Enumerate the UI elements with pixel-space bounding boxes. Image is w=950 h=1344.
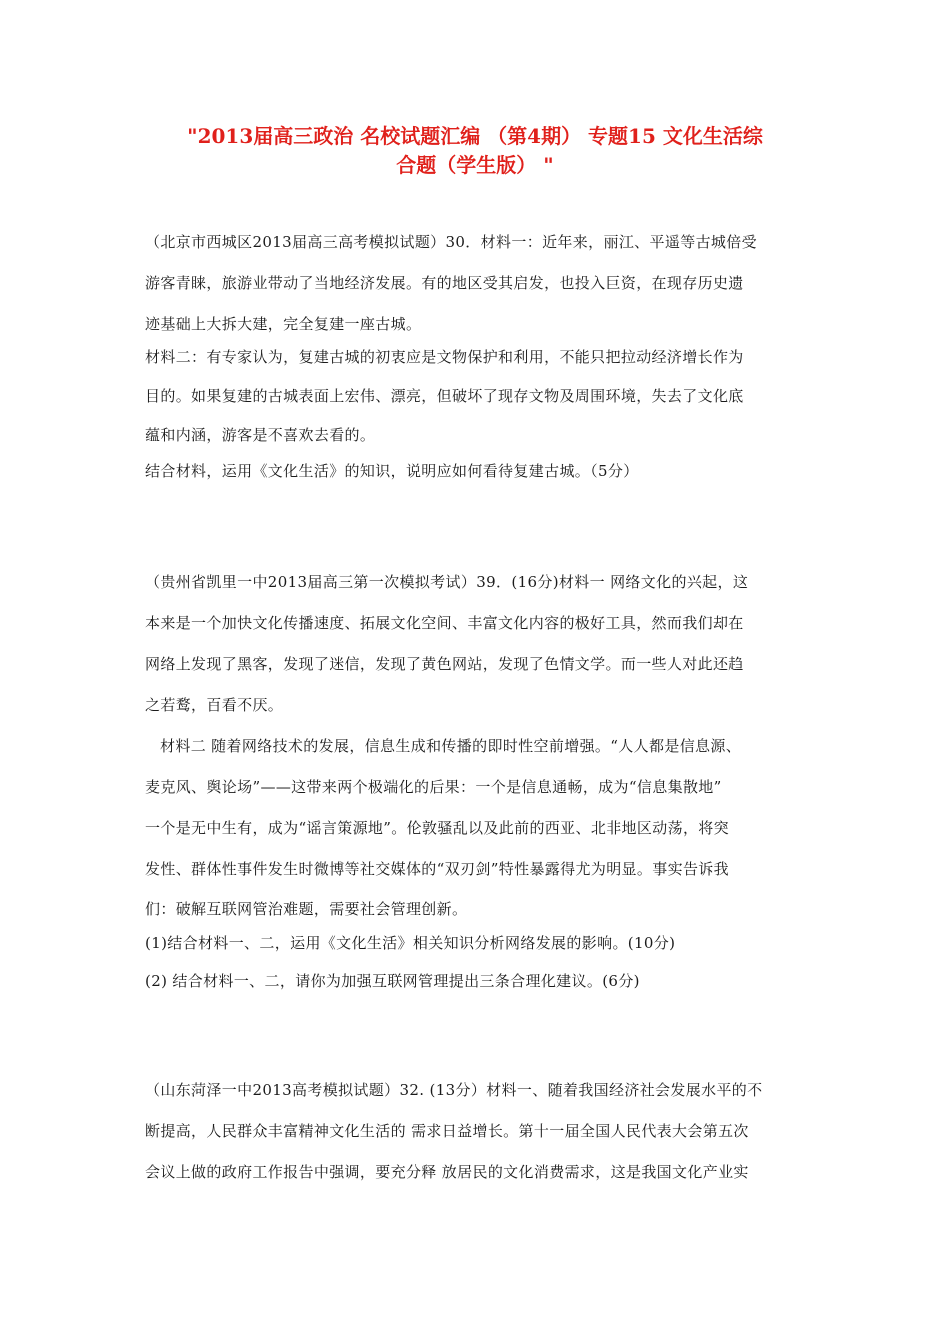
question-1-prompt — [145, 456, 815, 486]
text-line: （贵州省凯里一中2013届高三第一次模拟考试）39．(16分)材料一 网络文化的兴起，这 — [145, 573, 749, 591]
text-line: 材料二：有专家认为，复建古城的初衷应是文物保护和利用，不能只把拉动经济增长作为 — [145, 348, 744, 366]
question-2-prompt-2 — [145, 966, 815, 996]
text-line: 发性、群体性事件发生时微博等社交媒体的“双刃剑”特性暴露得尤为明显。事实告诉我 — [145, 860, 729, 878]
text-line: 蕴和内涵，游客是不喜欢去看的。 — [145, 426, 376, 444]
text-line: 麦克风、舆论场”——这带来两个极端化的后果：一个是信息通畅，成为“信息集散地” — [145, 778, 722, 796]
text-line: 会议上做的政府工作报告中强调，要充分释 放居民的文化消费需求，这是我国文化产业实 — [145, 1163, 749, 1181]
text-line: 之若鹜，百看不厌。 — [145, 696, 284, 714]
question-2-material-2 — [145, 726, 815, 928]
document-title — [120, 122, 830, 180]
text-line: （北京市西城区2013届高三高考模拟试题）30．材料一：近年来，丽江、平遥等古城倍受 — [145, 233, 757, 251]
question-3-material-1 — [145, 1070, 815, 1193]
question-2-material-1 — [145, 562, 815, 726]
text-line: 网络上发现了黑客，发现了迷信，发现了黄色网站，发现了色情文学。而一些人对此还趋 — [145, 655, 744, 673]
text-line: （山东菏泽一中2013高考模拟试题）32. (13分）材料一、随着我国经济社会发展水平的不 — [145, 1081, 763, 1099]
text-line: (1)结合材料一、二，运用《文化生活》相关知识分析网络发展的影响。(10分) — [145, 934, 676, 952]
text-line: 结合材料，运用《文化生活》的知识，说明应如何看待复建古城。（5分） — [145, 462, 639, 480]
text-line: 游客青睐，旅游业带动了当地经济发展。有的地区受其启发，也投入巨资，在现存历史遗 — [145, 274, 744, 292]
text-line: 们：破解互联网管治难题，需要社会管理创新。 — [145, 900, 468, 918]
text-line: 本来是一个加快文化传播速度、拓展文化空间、丰富文化内容的极好工具，然而我们却在 — [145, 614, 744, 632]
question-1-material-1 — [145, 222, 815, 345]
text-line: (2) 结合材料一、二，请你为加强互联网管理提出三条合理化建议。(6分) — [145, 972, 640, 990]
question-2-prompt-1 — [145, 928, 815, 958]
text-line: 迹基础上大拆大建，完全复建一座古城。 — [145, 315, 422, 333]
text-line: 材料二 随着网络技术的发展，信息生成和传播的即时性空前增强。“人人都是信息源、 — [160, 737, 742, 755]
title-line: "2013届高三政治 名校试题汇编 （第4期） 专题15 文化生活综 — [187, 124, 763, 148]
title-line: 合题（学生版） " — [396, 153, 554, 177]
text-line: 断提高，人民群众丰富精神文化生活的 需求日益增长。第十一届全国人民代表大会第五次 — [145, 1122, 749, 1140]
text-line: 目的。如果复建的古城表面上宏伟、漂亮，但破坏了现存文物及周围环境，失去了文化底 — [145, 387, 744, 405]
text-line: 一个是无中生有，成为“谣言策源地”。伦敦骚乱以及此前的西亚、北非地区动荡，将突 — [145, 819, 729, 837]
question-1-material-2 — [145, 338, 815, 455]
